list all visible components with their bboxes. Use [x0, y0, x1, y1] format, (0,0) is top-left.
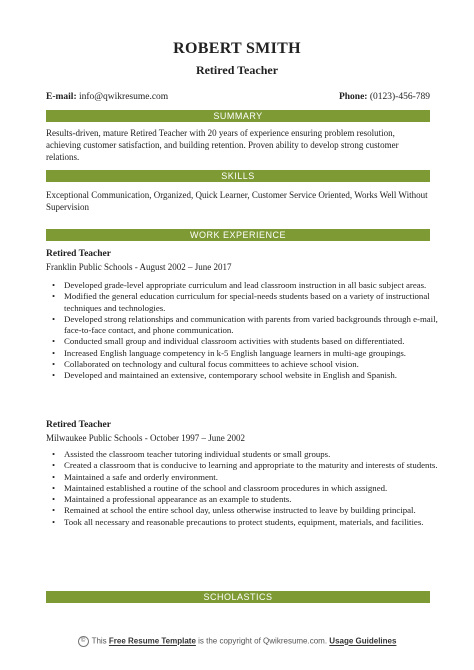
- summary-text: Results-driven, mature Retired Teacher with 20 years of experience ensuring problem resolution, achieving customer satisfaction, and building retention. Proven ability to develop strong customer relations.: [46, 128, 399, 162]
- skills-heading: SKILLS: [46, 170, 430, 182]
- list-item: • Took all necessary and reasonable precautions to protect students, equipment, materials, and facilities.: [64, 517, 448, 528]
- list-item: • Conducted small group and individual classroom activities with students based on differentiated.: [64, 336, 448, 347]
- phone-label: Phone:: [338, 92, 368, 102]
- list-item: • Developed and maintained an extensive, contemporary school website in English and Spanish.: [64, 370, 448, 381]
- footer-copyright: [0, 636, 474, 647]
- list-item: • Increased English language competency in k-5 English language learners in multi-age groupings.: [64, 348, 448, 359]
- contact-row: [46, 92, 430, 102]
- list-item: • Collaborated on technology and cultural focus committees to achieve school vision.: [64, 359, 448, 370]
- list-item: • Maintained a professional appearance as an example to students.: [64, 494, 448, 505]
- work-experience-heading: WORK EXPERIENCE: [46, 229, 430, 241]
- list-item: • Created a classroom that is conducive to learning and appropriate to the maturity and interests of students.: [64, 460, 448, 471]
- copyright-icon: ©: [78, 636, 89, 647]
- job-organization: Franklin Public Schools - August 2002 – June 2017: [46, 262, 232, 272]
- candidate-title: Retired Teacher: [195, 63, 279, 77]
- phone-contact: [339, 92, 430, 102]
- job-bullets: [46, 280, 448, 382]
- usage-guidelines-link[interactable]: Usage Guidelines: [329, 636, 397, 646]
- list-item: • Modified the general education curriculum for special-needs students based on a variety of instructional techniques and technologies.: [64, 291, 448, 314]
- job-title: Retired Teacher: [46, 420, 111, 430]
- footer-prefix: This: [91, 636, 109, 646]
- phone-value: (0123)-456-789: [369, 92, 430, 102]
- list-item: • Developed grade-level appropriate curriculum and lead classroom instruction in all basic subject areas.: [64, 280, 448, 291]
- free-resume-template-link[interactable]: Free Resume Template: [108, 636, 196, 646]
- list-item: • Assisted the classroom teacher tutoring individual students or small groups.: [64, 449, 448, 460]
- job-organization: Milwaukee Public Schools - October 1997 – June 2002: [46, 433, 245, 443]
- email-value[interactable]: info@qwikresume.com: [78, 92, 169, 102]
- list-item: • Remained at school the entire school day, unless otherwise instructed to leave by building principal.: [64, 505, 448, 516]
- summary-heading: SUMMARY: [46, 110, 430, 122]
- scholastics-heading: SCHOLASTICS: [46, 591, 430, 603]
- skills-text: Exceptional Communication, Organized, Quick Learner, Customer Service Oriented, Works Well Without Supervision: [46, 190, 428, 212]
- list-item: • Maintained established a routine of the school and classroom procedures in which assigned.: [64, 483, 448, 494]
- email-contact: [46, 92, 168, 102]
- footer-middle: is the copyright of Qwikresume.com.: [195, 636, 330, 646]
- list-item: • Developed strong relationships and communication with parents from varied backgrounds through e-mail, face-to-face contact, and phone communication.: [64, 314, 448, 337]
- job-bullets: [46, 449, 448, 528]
- email-label: E-mail:: [46, 92, 77, 102]
- list-item: • Maintained a safe and orderly environment.: [64, 472, 448, 483]
- job-title: Retired Teacher: [46, 249, 111, 259]
- candidate-name: ROBERT SMITH: [173, 40, 301, 57]
